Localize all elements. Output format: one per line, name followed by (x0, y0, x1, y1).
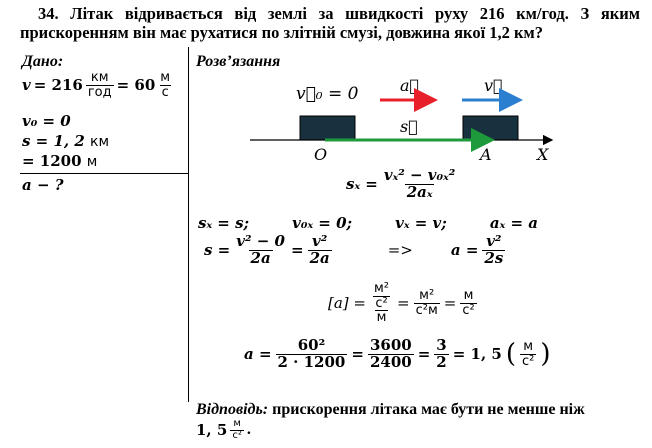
f1-lhs: sₓ = (346, 175, 378, 194)
proj-a: aₓ = a (489, 214, 538, 232)
answer-unit (230, 419, 244, 441)
proj-v: vₓ = v; (395, 214, 447, 232)
projections-row (198, 214, 538, 232)
formula-sx (346, 168, 457, 201)
f4-frac1 (370, 282, 393, 325)
a-vector-label: a⃗ (400, 76, 420, 95)
problem-text-1: Літак відривається від землі за швидкості руху 216 км/год. З яким (70, 4, 641, 23)
kmh-den: год (87, 84, 112, 100)
given-find: a − ? (22, 176, 64, 194)
proj-v0: v₀ₓ = 0; (292, 214, 353, 232)
distance-value: s = 1, 2 (22, 132, 85, 150)
axis-x-label: X (537, 145, 549, 164)
point-a-label: A (480, 145, 492, 164)
s-vector-label: s⃗ (400, 117, 418, 136)
f5-unit-close: ) (540, 339, 551, 370)
proj-s: sₓ = s; (198, 214, 250, 232)
f5-frac1 (276, 338, 348, 371)
v-vector-label: v⃗ (484, 76, 503, 95)
f4-num (370, 282, 393, 310)
f5-lhs: a = (244, 345, 272, 364)
f3-implies: => (387, 241, 413, 260)
formula-s (204, 234, 505, 267)
f3-eq: = (291, 241, 304, 260)
solution-header: Розв’язання (196, 53, 281, 70)
speed-value: = 216 (33, 76, 83, 95)
answer-unit-num: м (233, 418, 241, 429)
f3-frac3 (482, 234, 505, 267)
f5-d1: 2 · 1200 (277, 352, 346, 371)
f5-result: = 1, 5 (452, 345, 502, 364)
given-distance (22, 132, 109, 150)
f1-den: 2aₓ (406, 182, 433, 201)
kmh-num: км (90, 70, 109, 85)
f5-frac3 (434, 338, 448, 371)
problem-line-1 (20, 4, 640, 23)
f4-n2: м² (419, 288, 435, 304)
f5-d3: 2 (436, 352, 447, 371)
distance-m-unit: м (86, 154, 98, 170)
problem-line-2: прискоренням він має рухатися по злітній смузі, довжина якої 1,2 км? (20, 23, 544, 42)
answer-text: прискорення літака має бути не менше ніж (272, 401, 585, 418)
f4-den: м (376, 310, 387, 326)
f4-frac3 (460, 289, 476, 317)
f5-n3: 3 (436, 336, 447, 354)
f3-frac1 (234, 234, 287, 267)
given-v0: v₀ = 0 (22, 112, 71, 130)
given-divider-vertical (188, 47, 189, 402)
formula-numeric (244, 338, 551, 371)
f3-n1: v² − 0 (236, 232, 285, 250)
answer-period: . (246, 421, 251, 438)
speed-value-ms: = 60 (116, 76, 156, 95)
f4-nn: м² (373, 281, 390, 296)
f4-inner (372, 282, 391, 310)
f5-n2: 3600 (369, 336, 412, 354)
f4-eq2: = (443, 294, 457, 313)
f3-n3: v² (486, 232, 502, 250)
f3-a: a = (450, 241, 479, 260)
f4-n3: м (463, 288, 474, 304)
answer-value-line (196, 419, 251, 441)
f4-nd: с² (375, 295, 388, 311)
speed-unit-kmh (86, 71, 114, 99)
distance-unit: км (90, 134, 110, 150)
f3-d1: 2a (250, 248, 271, 267)
answer-label: Відповідь: (196, 401, 269, 418)
f1-fraction (382, 168, 457, 201)
ms-den: с (161, 84, 169, 100)
distance-m-value: = 1200 (22, 152, 82, 170)
f5-eq2: = (417, 345, 431, 364)
answer-unit-den: с² (232, 429, 242, 441)
f5-n1: 60² (297, 336, 326, 354)
answer-value: 1, 5 (196, 421, 228, 439)
f3-n2: v² (312, 232, 328, 250)
f5-d2: 2400 (369, 352, 412, 371)
formula-units (328, 282, 477, 325)
f4-lhs: [a] = (328, 294, 366, 313)
f3-d2: 2a (309, 248, 330, 267)
given-divider-horizontal (20, 173, 189, 174)
f1-num: vₓ² − v₀ₓ² (383, 166, 456, 184)
answer (196, 401, 636, 419)
f4-frac2 (414, 289, 440, 317)
f5-ud: с² (521, 353, 535, 369)
f5-eq1: = (351, 345, 364, 364)
end-block (463, 116, 518, 140)
given-distance-m (22, 152, 97, 170)
f5-unit-frac (520, 340, 536, 368)
f4-d3: с² (462, 302, 475, 318)
origin-label: O (314, 145, 328, 164)
problem-number: 34. (38, 4, 59, 23)
f5-unit: ( (505, 339, 516, 370)
speed-symbol: v (22, 76, 31, 95)
start-block (300, 116, 355, 140)
v0-label: v⃗₀ = 0 (296, 84, 359, 104)
f4-d2: с²м (415, 302, 438, 318)
ms-num: м (160, 70, 171, 85)
problem-statement (20, 4, 640, 42)
given-speed (22, 71, 172, 99)
speed-unit-ms (158, 71, 172, 99)
motion-diagram (230, 80, 560, 155)
given-header: Дано: (22, 53, 64, 70)
f3-lhs: s = (204, 241, 231, 260)
f5-un: м (523, 339, 534, 355)
f3-frac2 (308, 234, 332, 267)
f5-frac2 (368, 338, 414, 371)
f3-d3: 2s (484, 248, 504, 267)
f4-eq1: = (397, 294, 410, 313)
